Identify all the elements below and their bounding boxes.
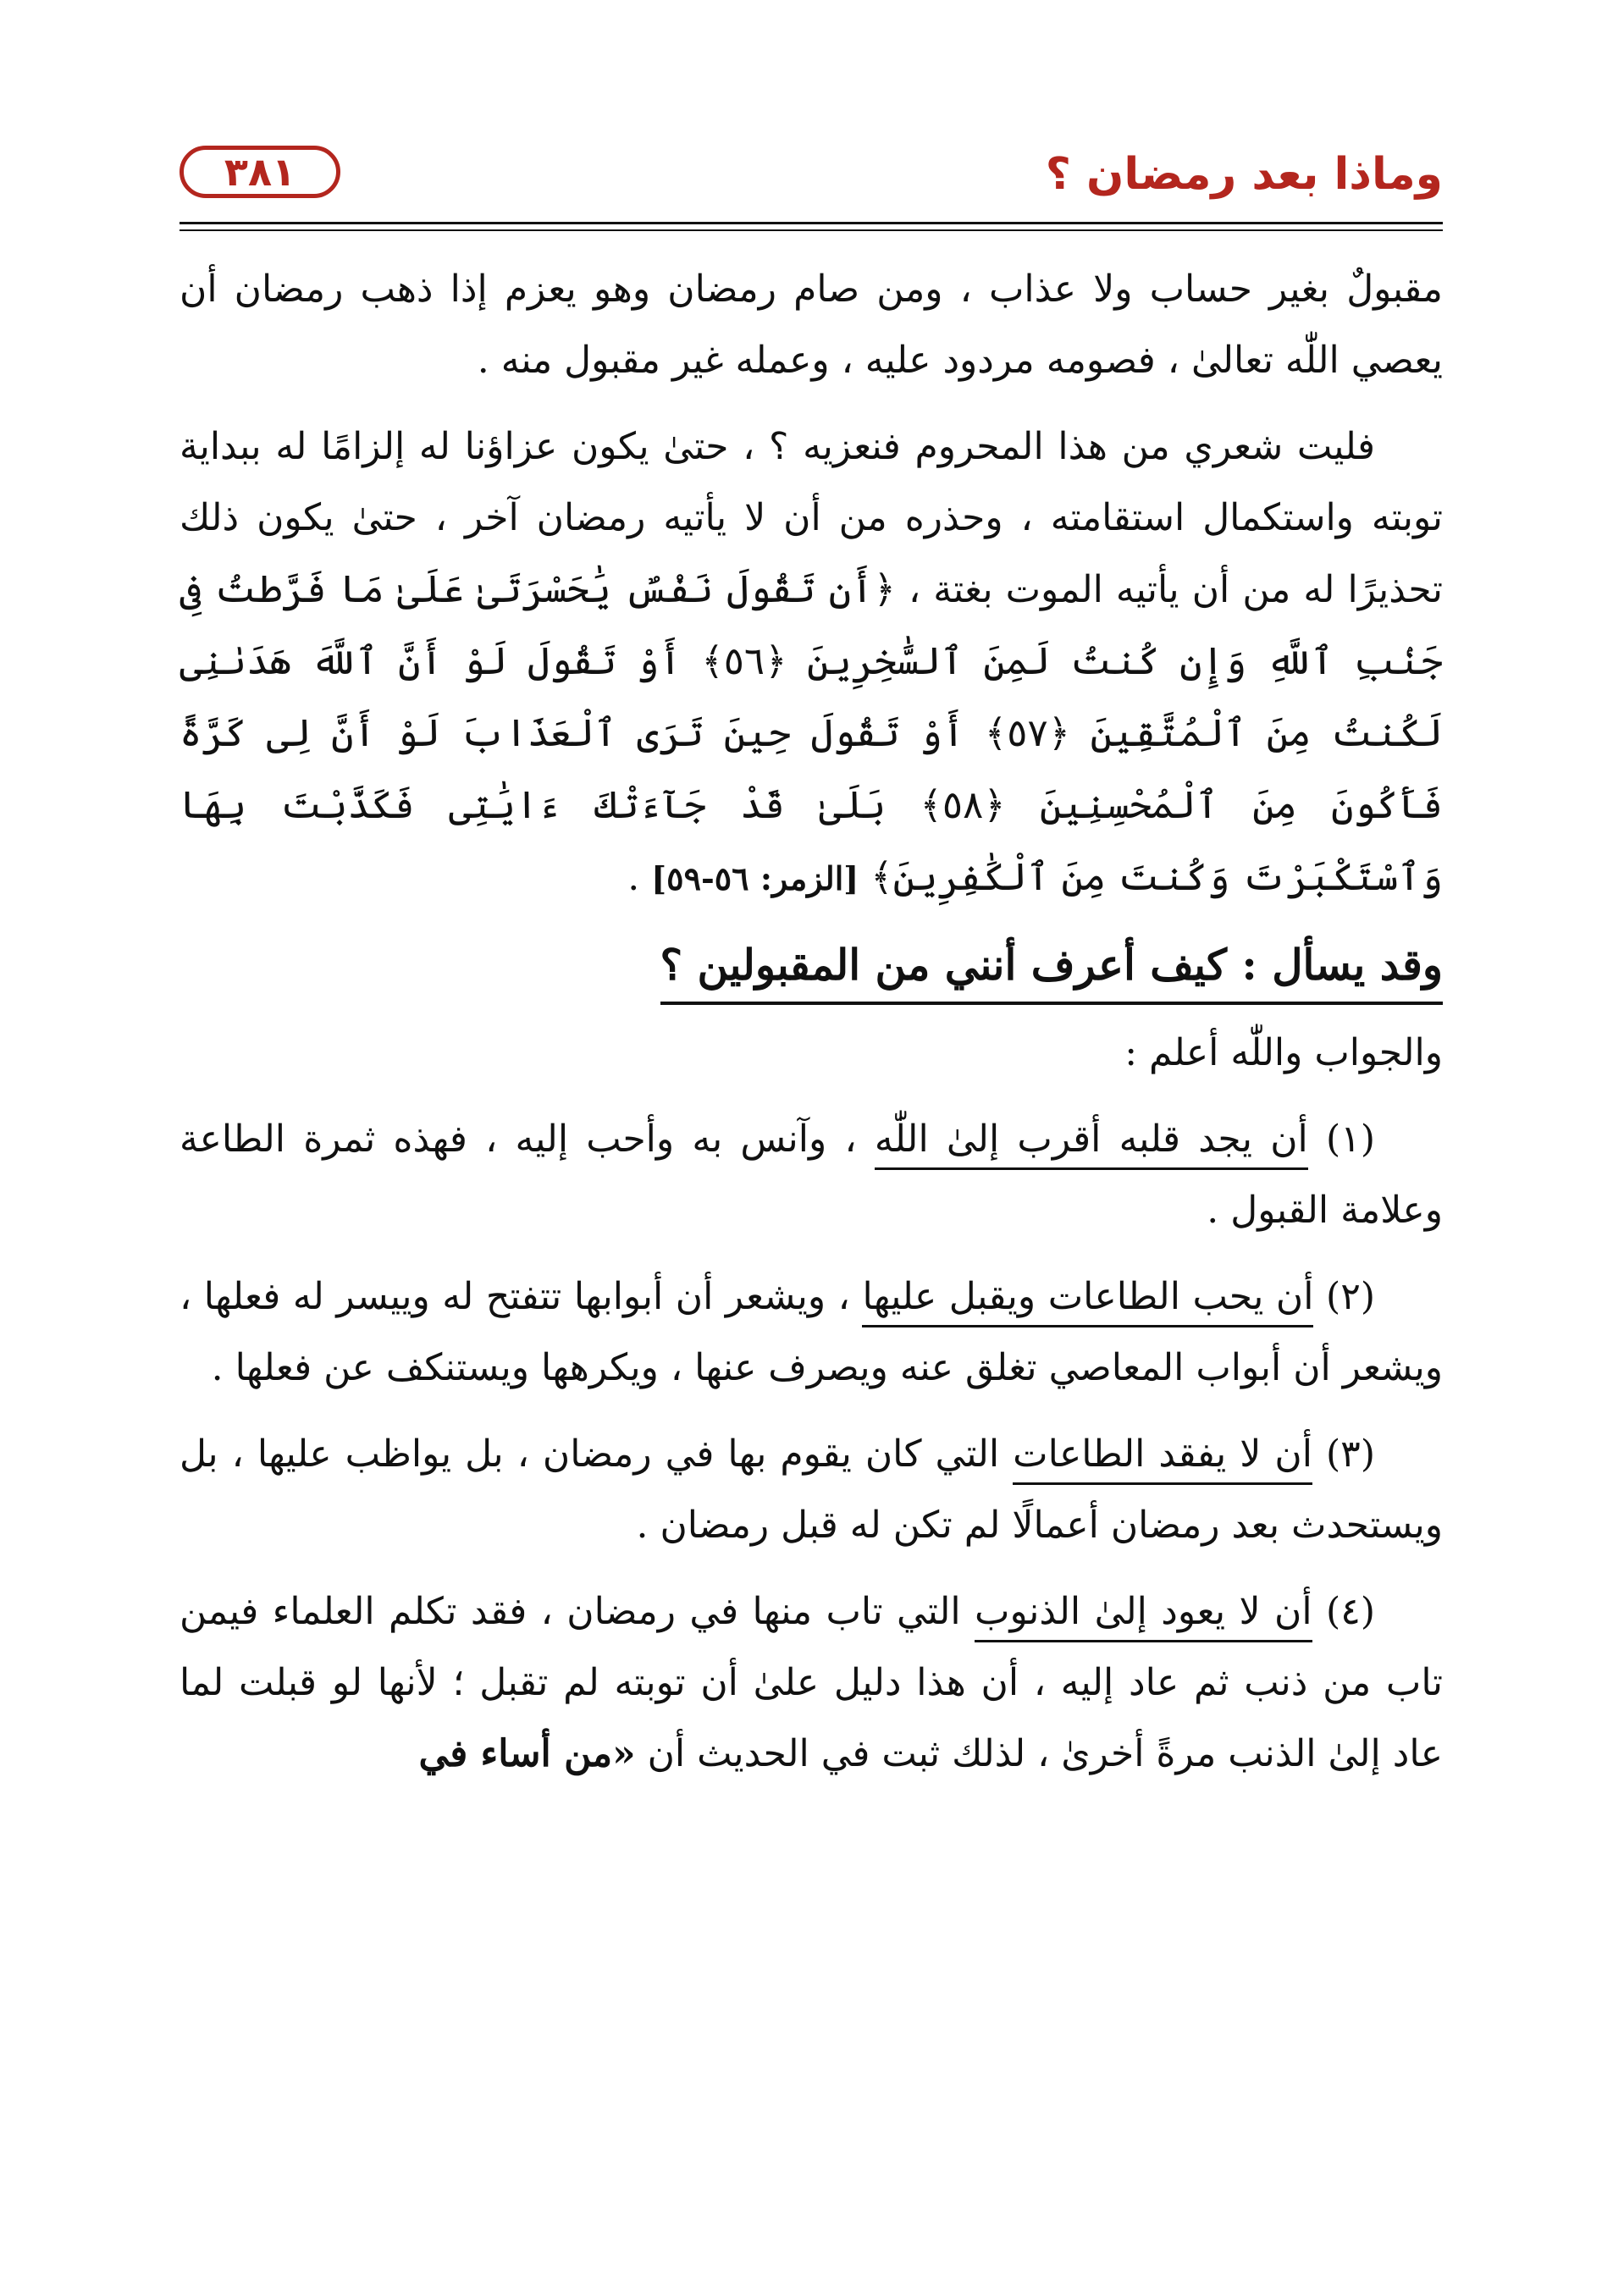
page-header [180,144,1443,220]
item-2-number: (٢) [1313,1275,1375,1318]
answer-intro: والجواب واللّٰه أعلم : [1124,1031,1443,1074]
list-item-3 [180,1419,1443,1561]
item-2-key-phrase: أن يحب الطاعات ويقبل عليها [862,1275,1313,1327]
item-4-text: التي تاب منها في رمضان ، فقد تكلم العلماء فيمن تاب من ذنب ثم عاد إليه ، أن هذا دليل علىٰ أن توبته لم تقبل ؛ لأنها لو قبلت لما عاد إلىٰ الذنب مرةً أخرىٰ ، لذلك ثبت في الحديث أن [180,1590,1443,1775]
item-1-text: ، وآنس به وأحب إليه ، فهذه ثمرة الطاعة وعلامة القبول . [180,1118,1443,1232]
item-3-text: التي كان يقوم بها في رمضان ، بل يواظب عليها ، بل ويستحدث بعد رمضان أعمالًا لم تكن له قبل رمضان . [180,1432,1443,1547]
list-item-2 [180,1261,1443,1404]
list-item-4 [180,1576,1443,1790]
running-title: وماذا بعد رمضان ؟ [1045,149,1443,200]
item-3-key-phrase: أن لا يفقد الطاعات [1013,1432,1312,1485]
item-4-key-phrase: أن لا يعود إلىٰ الذنوب [975,1590,1312,1642]
list-item-1 [180,1104,1443,1246]
page-number-badge: ٣٨١ [180,146,340,198]
paragraph-2-text: فليت شعري من هذا المحروم فنعزيه ؟ ، حتىٰ يكون عزاؤنا له إلزامًا له ببداية توبته واستكمال استقامته ، وحذره من أن لا يأتيه رمضان آخر ، حتىٰ يكون ذلك تحذيرًا له من أن يأتيه الموت بغتة ، [180,425,1443,611]
paragraph-1: مقبولٌ بغير حساب ولا عذاب ، ومن صام رمضان وهو يعزم إذا ذهب رمضان أن يعصي اللّٰه تعالىٰ ، فصومه مردود عليه ، وعمله غير مقبول منه . [180,268,1443,382]
section-question [180,930,1443,1001]
item-4-number: (٤) [1312,1590,1375,1633]
item-1-number: (١) [1307,1118,1375,1161]
question-heading: وقد يسأل : كيف أعرف أنني من المقبولين ؟ [660,940,1443,1005]
page-body [180,254,1443,1805]
hadith-start: «من أساء في [418,1732,636,1775]
paragraph-2 [180,411,1443,914]
item-1-key-phrase: أن يجد قلبه أقرب إلىٰ اللّٰه [875,1118,1308,1170]
verse-reference: [الزمر: ٥٦-٥٩] [651,859,859,897]
paragraph-2-end: . [627,856,652,899]
item-3-number: (٣) [1312,1432,1375,1476]
quran-verse: ﴿أَن تَقُولَ نَفْسٌ يَٰحَسْرَتَىٰ عَلَىٰ مَا فَرَّطتُ فِى جَنۢبِ ٱللَّهِ وَإِن كُنتُ لَمِنَ ٱلسَّٰخِرِينَ ﴿٥٦﴾ أَوْ تَقُولَ لَوْ أَنَّ ٱللَّهَ هَدَىٰنِى لَكُنتُ مِنَ ٱلْمُتَّقِينَ ﴿٥٧﴾ أَوْ تَقُولَ حِينَ تَرَى ٱلْعَذَابَ لَوْ أَنَّ لِى كَرَّةً فَأَكُونَ مِنَ ٱلْمُحْسِنِينَ ﴿٥٨﴾ بَلَىٰ قَدْ جَآءَتْكَ ءَايَٰتِى فَكَذَّبْتَ بِهَا وَٱسْتَكْبَرْتَ وَكُنتَ مِنَ ٱلْكَٰفِرِينَ﴾ [180,566,1444,899]
item-2-text: ، ويشعر أن أبوابها تتفتح له وييسر له فعلها ، ويشعر أن أبواب المعاصي تغلق عنه ويصرف عنها ، ويكرهها ويستنكف عن فعلها . [180,1275,1443,1389]
header-rule-bottom [180,229,1443,231]
header-rule-top [180,222,1443,224]
